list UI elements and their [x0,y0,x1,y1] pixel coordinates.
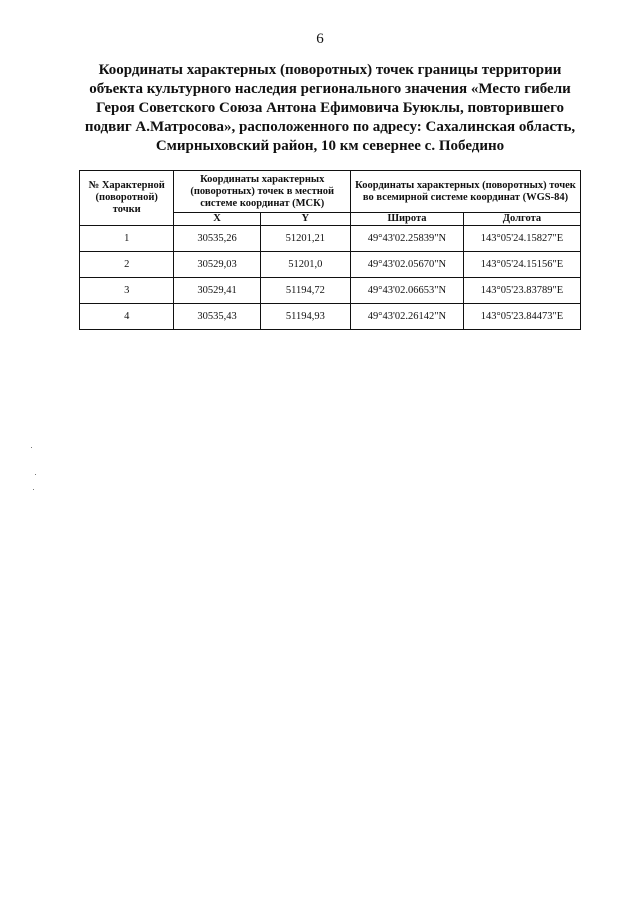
subheader-latitude: Широта [351,213,464,226]
cell-point-number: 4 [80,304,174,330]
page-number: 6 [316,31,324,47]
cell-longitude: 143°05'24.15827"E [463,226,580,252]
table-row [80,278,581,304]
table-row [80,226,581,252]
cell-x: 30535,43 [174,304,260,330]
subheader-x: X [174,213,260,226]
cell-y: 51201,0 [260,252,350,278]
title-line: подвиг А.Матросова», расположенного по адресу: Сахалинская область, [84,119,576,135]
cell-x: 30535,26 [174,226,260,252]
header-wgs-coordinates: Координаты характерных (поворотных) точек во всемирной системе координат (WGS-84) [351,171,581,213]
header-point-number: № Характерной (поворотной) точки [80,171,174,226]
cell-latitude: 49°43'02.25839"N [351,226,464,252]
cell-y: 51194,93 [260,304,350,330]
table-header-row [80,171,581,213]
header-msk-coordinates: Координаты характерных (поворотных) точек в местной системе координат (МСК) [174,171,351,213]
scan-speck [33,489,34,490]
title-line: Смирныховский район, 10 км севернее с. Победино [155,138,505,154]
cell-longitude: 143°05'24.15156"E [463,252,580,278]
cell-longitude: 143°05'23.83789"E [463,278,580,304]
cell-y: 51194,72 [260,278,350,304]
subheader-longitude: Долгота [463,213,580,226]
title-line: Координаты характерных (поворотных) точек границы территории [98,62,562,78]
cell-point-number: 1 [80,226,174,252]
title-line: Героя Советского Союза Антона Ефимовича Буюклы, повторившего [95,100,565,116]
scan-speck [31,447,32,448]
title-line: объекта культурного наследия регионального значения «Место гибели [89,81,571,97]
cell-x: 30529,41 [174,278,260,304]
table-row [80,252,581,278]
cell-latitude: 49°43'02.26142"N [351,304,464,330]
cell-latitude: 49°43'02.05670"N [351,252,464,278]
cell-point-number: 2 [80,252,174,278]
cell-point-number: 3 [80,278,174,304]
cell-longitude: 143°05'23.84473"E [463,304,580,330]
coordinates-table [79,170,581,330]
document-title [70,61,590,156]
scan-speck [35,474,36,475]
subheader-y: Y [260,213,350,226]
cell-x: 30529,03 [174,252,260,278]
cell-y: 51201,21 [260,226,350,252]
table-row [80,304,581,330]
cell-latitude: 49°43'02.06653"N [351,278,464,304]
